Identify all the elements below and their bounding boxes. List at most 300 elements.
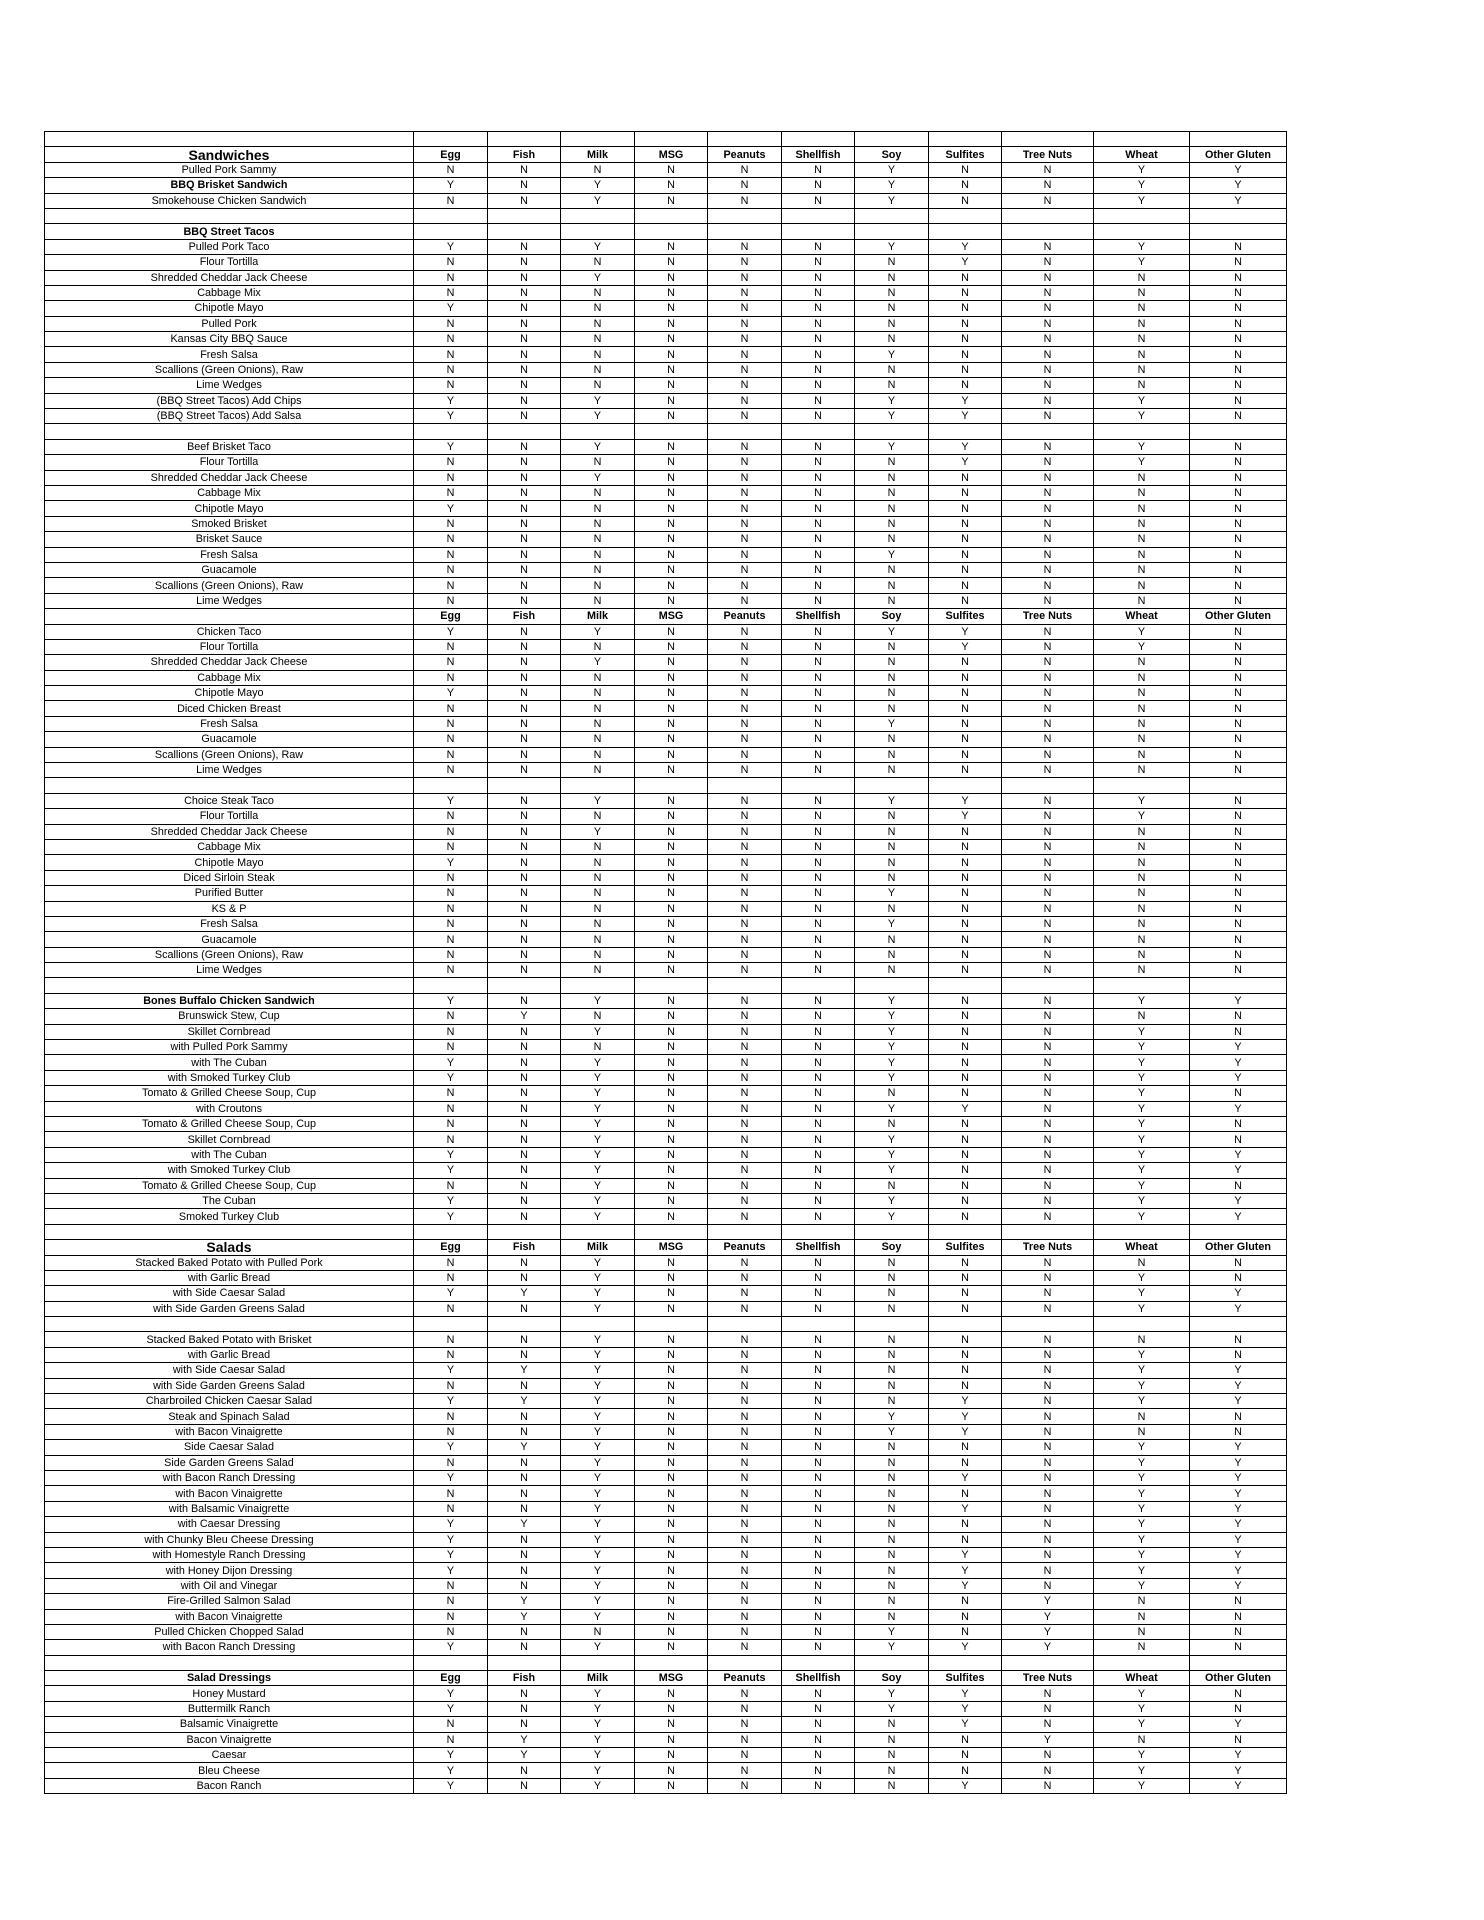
allergen-flag: Y	[1190, 1055, 1287, 1070]
menu-item-row	[45, 1532, 1287, 1547]
menu-item-name: with Side Caesar Salad	[45, 1363, 414, 1378]
allergen-flag: N	[1002, 485, 1094, 500]
allergen-flag: N	[414, 1086, 488, 1101]
allergen-flag: N	[855, 1286, 929, 1301]
allergen-flag: N	[488, 855, 561, 870]
allergen-flag: N	[855, 532, 929, 547]
allergen-flag: N	[708, 732, 782, 747]
allergen-flag: N	[1190, 763, 1287, 778]
allergen-flag: N	[782, 270, 855, 285]
allergen-flag: N	[1190, 1255, 1287, 1270]
menu-item-row	[45, 1024, 1287, 1039]
menu-item-name: Chipotle Mayo	[45, 686, 414, 701]
allergen-flag: Y	[1094, 1209, 1190, 1224]
menu-item-row	[45, 547, 1287, 562]
allergen-flag: Y	[561, 1117, 635, 1132]
allergen-flag: N	[708, 1209, 782, 1224]
allergen-flag: N	[855, 593, 929, 608]
allergen-flag: N	[414, 763, 488, 778]
menu-item-name: (BBQ Street Tacos) Add Chips	[45, 393, 414, 408]
allergen-flag: N	[708, 1363, 782, 1378]
allergen-flag: N	[782, 1470, 855, 1485]
allergen-flag: N	[488, 485, 561, 500]
allergen-flag: N	[488, 378, 561, 393]
menu-item-name: Fresh Salsa	[45, 347, 414, 362]
allergen-flag: N	[929, 932, 1002, 947]
allergen-flag: N	[782, 1609, 855, 1624]
allergen-flag: N	[929, 1286, 1002, 1301]
allergen-flag: N	[782, 1486, 855, 1501]
menu-item-row	[45, 1193, 1287, 1208]
menu-item-row	[45, 362, 1287, 377]
empty-cell	[708, 424, 782, 439]
allergen-flag: N	[1190, 378, 1287, 393]
allergen-flag: N	[782, 1209, 855, 1224]
allergen-flag: Y	[1094, 1117, 1190, 1132]
menu-item-name: with Bacon Vinaigrette	[45, 1609, 414, 1624]
menu-item-row	[45, 1609, 1287, 1624]
section-title	[45, 978, 414, 993]
allergen-flag: N	[635, 578, 708, 593]
allergen-flag: Y	[1094, 1563, 1190, 1578]
allergen-flag: N	[855, 1748, 929, 1763]
allergen-flag: Y	[561, 1547, 635, 1562]
allergen-flag: N	[561, 947, 635, 962]
menu-item-row	[45, 1301, 1287, 1316]
allergen-flag: N	[488, 239, 561, 254]
allergen-flag: N	[855, 378, 929, 393]
allergen-flag: N	[561, 532, 635, 547]
allergen-flag: N	[782, 1086, 855, 1101]
allergen-flag: N	[929, 578, 1002, 593]
allergen-flag: N	[635, 285, 708, 300]
allergen-flag: N	[929, 1732, 1002, 1747]
menu-item-name: Pulled Chicken Chopped Salad	[45, 1624, 414, 1639]
allergen-flag: Y	[929, 1409, 1002, 1424]
menu-item-name: with Bacon Ranch Dressing	[45, 1640, 414, 1655]
allergen-flag: Y	[1094, 162, 1190, 177]
allergen-flag: Y	[1094, 1532, 1190, 1547]
allergen-flag: N	[414, 516, 488, 531]
allergen-flag: N	[635, 301, 708, 316]
allergen-flag: Y	[561, 1717, 635, 1732]
empty-cell	[1094, 224, 1190, 239]
allergen-flag: N	[488, 1578, 561, 1593]
allergen-flag: N	[414, 362, 488, 377]
menu-item-row	[45, 1132, 1287, 1147]
allergen-flag: N	[488, 747, 561, 762]
menu-item-name: Smokehouse Chicken Sandwich	[45, 193, 414, 208]
allergen-flag: N	[708, 824, 782, 839]
allergen-flag: N	[635, 1532, 708, 1547]
empty-cell	[1002, 1224, 1094, 1239]
menu-item-name: Skillet Cornbread	[45, 1132, 414, 1147]
empty-cell	[635, 224, 708, 239]
allergen-flag: N	[708, 809, 782, 824]
allergen-flag: N	[855, 732, 929, 747]
menu-item-name: Shredded Cheddar Jack Cheese	[45, 655, 414, 670]
empty-cell	[782, 424, 855, 439]
allergen-flag: N	[414, 255, 488, 270]
allergen-flag: N	[782, 963, 855, 978]
menu-item-name: with Garlic Bread	[45, 1347, 414, 1362]
menu-item-row	[45, 316, 1287, 331]
menu-item-row	[45, 178, 1287, 193]
empty-cell	[488, 1224, 561, 1239]
empty-cell	[929, 1224, 1002, 1239]
allergen-flag: N	[782, 1055, 855, 1070]
allergen-flag: N	[929, 916, 1002, 931]
allergen-flag: N	[1094, 732, 1190, 747]
column-header: Soy	[855, 147, 929, 162]
column-header: Milk	[561, 609, 635, 624]
allergen-flag: N	[414, 470, 488, 485]
allergen-flag: N	[1190, 501, 1287, 516]
menu-item-row	[45, 578, 1287, 593]
allergen-flag: N	[929, 1455, 1002, 1470]
allergen-flag: Y	[1190, 1717, 1287, 1732]
allergen-flag: N	[635, 1501, 708, 1516]
allergen-flag: N	[414, 578, 488, 593]
allergen-flag: Y	[1094, 1178, 1190, 1193]
blank-row	[45, 978, 1287, 993]
menu-item-name: Honey Mustard	[45, 1686, 414, 1701]
allergen-flag: N	[708, 516, 782, 531]
column-header: Sulfites	[929, 147, 1002, 162]
allergen-flag: N	[488, 1301, 561, 1316]
allergen-flag: N	[488, 639, 561, 654]
allergen-flag: N	[782, 1147, 855, 1162]
allergen-flag: N	[1190, 562, 1287, 577]
menu-item-row	[45, 1347, 1287, 1362]
allergen-flag: N	[855, 809, 929, 824]
allergen-flag: N	[782, 193, 855, 208]
allergen-flag: N	[635, 701, 708, 716]
column-header: Egg	[414, 609, 488, 624]
menu-item-row	[45, 1501, 1287, 1516]
menu-item-name: Steak and Spinach Salad	[45, 1409, 414, 1424]
menu-item-row	[45, 1255, 1287, 1270]
allergen-flag: N	[561, 255, 635, 270]
allergen-flag: N	[782, 716, 855, 731]
empty-cell	[1094, 978, 1190, 993]
allergen-flag: N	[488, 793, 561, 808]
allergen-flag: N	[635, 1347, 708, 1362]
menu-item-name: with Honey Dijon Dressing	[45, 1563, 414, 1578]
allergen-flag: N	[708, 855, 782, 870]
menu-item-row	[45, 1717, 1287, 1732]
section-title	[45, 208, 414, 223]
allergen-flag: Y	[561, 1501, 635, 1516]
allergen-flag: Y	[1094, 1701, 1190, 1716]
empty-cell	[414, 1317, 488, 1332]
allergen-flag: N	[635, 716, 708, 731]
allergen-flag: N	[414, 1132, 488, 1147]
allergen-flag: Y	[1190, 1440, 1287, 1455]
allergen-flag: Y	[414, 1563, 488, 1578]
allergen-flag: N	[488, 1409, 561, 1424]
empty-cell	[635, 132, 708, 147]
allergen-flag: N	[1094, 686, 1190, 701]
allergen-flag: N	[414, 639, 488, 654]
allergen-flag: N	[855, 639, 929, 654]
allergen-flag: Y	[929, 1424, 1002, 1439]
allergen-flag: N	[708, 562, 782, 577]
allergen-flag: Y	[1094, 1101, 1190, 1116]
empty-cell	[488, 978, 561, 993]
allergen-flag: N	[488, 1040, 561, 1055]
allergen-flag: N	[635, 1594, 708, 1609]
column-header: Shellfish	[782, 609, 855, 624]
allergen-flag: N	[782, 485, 855, 500]
allergen-flag: N	[1190, 455, 1287, 470]
empty-cell	[708, 1317, 782, 1332]
menu-item-name: Flour Tortilla	[45, 809, 414, 824]
allergen-flag: N	[855, 1394, 929, 1409]
allergen-flag: N	[855, 1732, 929, 1747]
allergen-flag: N	[708, 378, 782, 393]
allergen-flag: Y	[1002, 1732, 1094, 1747]
allergen-flag: N	[1002, 470, 1094, 485]
empty-cell	[1002, 424, 1094, 439]
menu-item-row	[45, 378, 1287, 393]
allergen-flag: N	[929, 701, 1002, 716]
menu-item-row	[45, 1286, 1287, 1301]
allergen-flag: N	[1002, 1132, 1094, 1147]
menu-item-name: The Cuban	[45, 1193, 414, 1208]
menu-item-row	[45, 1563, 1287, 1578]
allergen-flag: Y	[1190, 1040, 1287, 1055]
allergen-flag: Y	[855, 1640, 929, 1655]
allergen-flag: N	[782, 809, 855, 824]
allergen-flag: N	[708, 716, 782, 731]
allergen-flag: N	[1094, 886, 1190, 901]
allergen-flag: Y	[561, 1147, 635, 1162]
menu-item-name: Bacon Vinaigrette	[45, 1732, 414, 1747]
allergen-flag: N	[488, 1147, 561, 1162]
allergen-flag: N	[635, 1440, 708, 1455]
menu-item-row	[45, 1578, 1287, 1593]
menu-item-row	[45, 870, 1287, 885]
allergen-flag: N	[1190, 1332, 1287, 1347]
allergen-flag: N	[782, 1440, 855, 1455]
allergen-flag: Y	[414, 1286, 488, 1301]
allergen-flag: N	[708, 655, 782, 670]
allergen-flag: Y	[1094, 1763, 1190, 1778]
allergen-flag: N	[782, 732, 855, 747]
allergen-flag: Y	[414, 855, 488, 870]
menu-item-row	[45, 470, 1287, 485]
menu-item-name: with Bacon Vinaigrette	[45, 1424, 414, 1439]
menu-item-name: Tomato & Grilled Cheese Soup, Cup	[45, 1117, 414, 1132]
allergen-flag: N	[635, 1563, 708, 1578]
allergen-flag: N	[1190, 532, 1287, 547]
allergen-flag: N	[782, 701, 855, 716]
menu-item-row	[45, 886, 1287, 901]
allergen-flag: Y	[488, 1732, 561, 1747]
allergen-flag: N	[782, 1009, 855, 1024]
allergen-flag: N	[1002, 855, 1094, 870]
allergen-flag: N	[1002, 1578, 1094, 1593]
allergen-flag: N	[635, 1394, 708, 1409]
menu-item-row	[45, 809, 1287, 824]
menu-item-row	[45, 1147, 1287, 1162]
column-header: Other Gluten	[1190, 609, 1287, 624]
allergen-flag: N	[929, 1332, 1002, 1347]
menu-item-row	[45, 1055, 1287, 1070]
allergen-flag: N	[1002, 732, 1094, 747]
allergen-flag: N	[488, 578, 561, 593]
allergen-flag: N	[414, 1717, 488, 1732]
menu-item-name: Balsamic Vinaigrette	[45, 1717, 414, 1732]
allergen-flag: Y	[1190, 1748, 1287, 1763]
allergen-flag: N	[708, 455, 782, 470]
allergen-flag: N	[414, 1301, 488, 1316]
allergen-flag: Y	[488, 1009, 561, 1024]
allergen-flag: N	[708, 1193, 782, 1208]
allergen-flag: N	[414, 747, 488, 762]
allergen-flag: Y	[561, 1486, 635, 1501]
allergen-flag: Y	[1094, 1778, 1190, 1793]
menu-item-row	[45, 1009, 1287, 1024]
allergen-flag: N	[929, 686, 1002, 701]
allergen-flag: Y	[561, 993, 635, 1008]
menu-item-row	[45, 839, 1287, 854]
allergen-flag: N	[708, 1332, 782, 1347]
allergen-flag: Y	[561, 1563, 635, 1578]
menu-item-name: Scallions (Green Onions), Raw	[45, 578, 414, 593]
menu-item-name: Pulled Pork	[45, 316, 414, 331]
empty-cell	[1002, 224, 1094, 239]
allergen-flag: N	[929, 886, 1002, 901]
blank-row	[45, 424, 1287, 439]
menu-item-name: with Caesar Dressing	[45, 1517, 414, 1532]
allergen-flag: Y	[561, 1732, 635, 1747]
menu-item-name: Bleu Cheese	[45, 1763, 414, 1778]
allergen-flag: N	[1190, 255, 1287, 270]
allergen-flag: Y	[1094, 393, 1190, 408]
allergen-flag: N	[782, 578, 855, 593]
allergen-flag: N	[855, 763, 929, 778]
allergen-flag: Y	[561, 1270, 635, 1285]
allergen-flag: N	[561, 162, 635, 177]
allergen-flag: N	[414, 1347, 488, 1362]
allergen-flag: Y	[855, 239, 929, 254]
empty-cell	[708, 132, 782, 147]
allergen-flag: N	[929, 839, 1002, 854]
allergen-flag: N	[488, 1501, 561, 1516]
allergen-flag: Y	[1094, 1086, 1190, 1101]
allergen-flag: N	[561, 316, 635, 331]
empty-cell	[414, 778, 488, 793]
allergen-flag: N	[635, 1286, 708, 1301]
allergen-flag: N	[635, 1040, 708, 1055]
allergen-flag: N	[855, 470, 929, 485]
allergen-flag: Y	[855, 1070, 929, 1085]
allergen-flag: Y	[561, 1440, 635, 1455]
column-header: Other Gluten	[1190, 147, 1287, 162]
allergen-flag: N	[414, 809, 488, 824]
blank-row	[45, 778, 1287, 793]
allergen-flag: N	[561, 747, 635, 762]
column-header: MSG	[635, 147, 708, 162]
allergen-flag: N	[1094, 701, 1190, 716]
menu-item-name: Guacamole	[45, 732, 414, 747]
allergen-flag: N	[1002, 763, 1094, 778]
allergen-flag: N	[1190, 409, 1287, 424]
allergen-flag: N	[488, 470, 561, 485]
allergen-flag: N	[1190, 285, 1287, 300]
allergen-flag: N	[1002, 270, 1094, 285]
section-header-row	[45, 1240, 1287, 1255]
menu-item-name: Shredded Cheddar Jack Cheese	[45, 824, 414, 839]
allergen-flag: N	[561, 347, 635, 362]
menu-item-name: Lime Wedges	[45, 963, 414, 978]
allergen-flag: Y	[1094, 1486, 1190, 1501]
column-header: Other Gluten	[1190, 1671, 1287, 1686]
allergen-flag: N	[1094, 1640, 1190, 1655]
allergen-flag: N	[929, 855, 1002, 870]
allergen-flag: N	[782, 1024, 855, 1039]
allergen-flag: N	[1094, 347, 1190, 362]
allergen-flag: N	[708, 1763, 782, 1778]
allergen-flag: N	[414, 824, 488, 839]
allergen-flag: Y	[414, 1748, 488, 1763]
allergen-flag: Y	[1190, 1501, 1287, 1516]
allergen-flag: N	[635, 1132, 708, 1147]
allergen-flag: N	[635, 1424, 708, 1439]
allergen-flag: N	[1002, 716, 1094, 731]
allergen-flag: Y	[1094, 793, 1190, 808]
allergen-flag: N	[929, 470, 1002, 485]
allergen-flag: Y	[855, 547, 929, 562]
empty-cell	[414, 424, 488, 439]
allergen-flag: Y	[1094, 1055, 1190, 1070]
allergen-flag: N	[855, 901, 929, 916]
allergen-flag: N	[1190, 686, 1287, 701]
allergen-flag: N	[1002, 1440, 1094, 1455]
allergen-flag: N	[782, 562, 855, 577]
allergen-flag: N	[1094, 670, 1190, 685]
allergen-flag: N	[561, 839, 635, 854]
allergen-flag: N	[929, 301, 1002, 316]
allergen-flag: N	[1002, 1086, 1094, 1101]
menu-item-name: with Oil and Vinegar	[45, 1578, 414, 1593]
allergen-flag: N	[635, 1517, 708, 1532]
empty-cell	[488, 424, 561, 439]
allergen-flag: N	[414, 716, 488, 731]
empty-cell	[1190, 978, 1287, 993]
allergen-flag: Y	[414, 1763, 488, 1778]
allergen-flag: N	[782, 824, 855, 839]
allergen-flag: Y	[1094, 455, 1190, 470]
allergen-flag: N	[635, 1624, 708, 1639]
allergen-flag: N	[855, 1532, 929, 1547]
section-title: Salads	[45, 1240, 414, 1255]
allergen-flag: N	[1002, 1332, 1094, 1347]
allergen-flag: N	[635, 793, 708, 808]
menu-item-name: Tomato & Grilled Cheese Soup, Cup	[45, 1086, 414, 1101]
menu-item-name: Chipotle Mayo	[45, 301, 414, 316]
allergen-flag: Y	[561, 1578, 635, 1593]
allergen-flag: N	[1002, 916, 1094, 931]
allergen-flag: N	[414, 886, 488, 901]
allergen-flag: N	[635, 916, 708, 931]
allergen-flag: N	[782, 1501, 855, 1516]
menu-item-row	[45, 624, 1287, 639]
allergen-flag: N	[1002, 301, 1094, 316]
section-title	[45, 424, 414, 439]
